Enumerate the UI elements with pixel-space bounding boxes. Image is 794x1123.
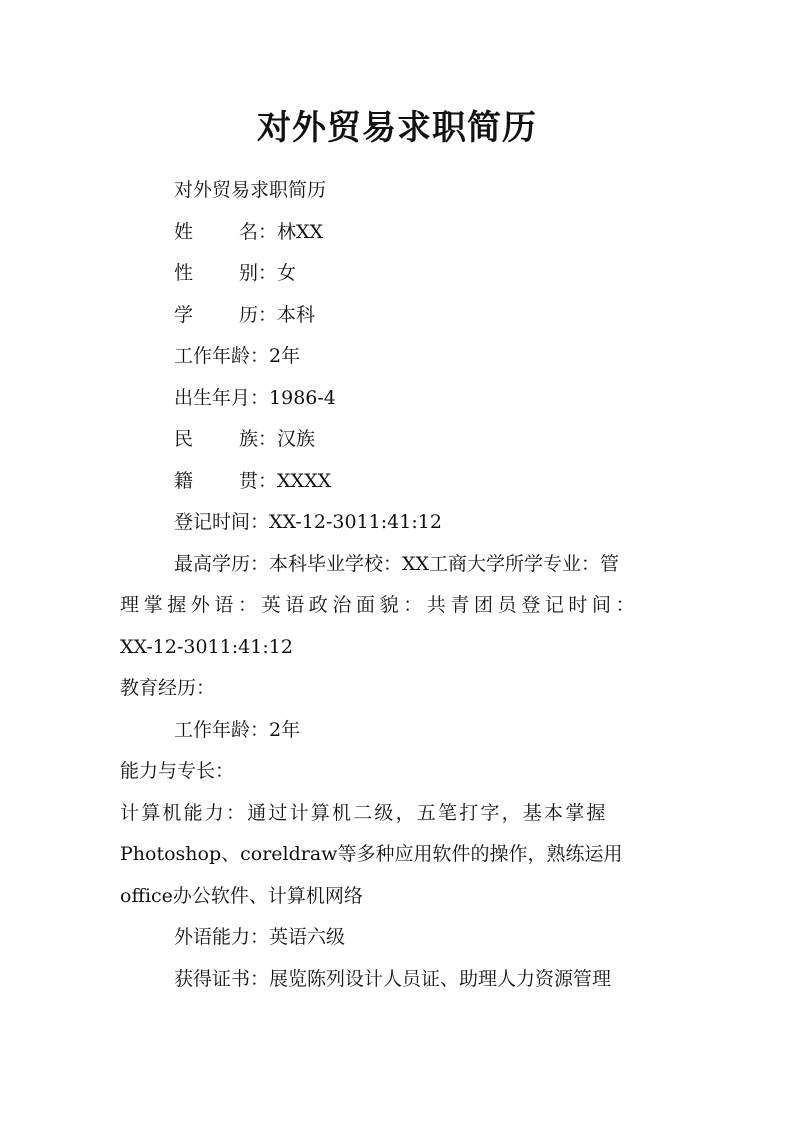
- field-native-place-value: XXXX: [277, 469, 332, 492]
- field-education: 学 历 ：本科: [120, 295, 676, 337]
- field-birth-label: 出生年月：: [174, 386, 270, 409]
- field-work-years-2-label: 工作年龄：: [174, 718, 270, 741]
- field-name: 姓 名 ：林XX: [120, 212, 676, 254]
- field-work-years-2-value: 2年: [269, 718, 301, 741]
- field-work-years-2: [120, 710, 676, 752]
- computer-paragraph-line-3: office办公软件、计算机网络: [120, 884, 363, 907]
- subtitle-line: [120, 170, 676, 212]
- education-paragraph-line-2-text: 理掌握外语：英语政治面貌：共青团员登记时间：: [120, 594, 640, 616]
- field-gender: 性 别 ：女: [120, 253, 676, 295]
- field-birth: [120, 378, 676, 420]
- field-language-label: 外语能力：: [174, 926, 270, 948]
- computer-paragraph-line-1-text: 计算机能力：通过计算机二级，五笔打字，基本掌握: [120, 801, 608, 824]
- education-paragraph-line-2: [120, 585, 676, 627]
- field-language: [120, 917, 676, 959]
- field-certificates: [120, 959, 676, 1001]
- computer-paragraph-line-1: [120, 793, 676, 835]
- field-name-value: 林XX: [277, 220, 324, 243]
- field-certificates-value: 展览陈列设计人员证、助理人力资源管理: [269, 967, 612, 990]
- document-body: [120, 170, 676, 1000]
- field-native-place: 籍 贯 ：XXXX: [120, 461, 676, 503]
- subtitle: 对外贸易求职简历: [174, 179, 327, 201]
- field-native-place-label: 籍 贯: [174, 469, 258, 492]
- education-paragraph-line-3: XX-12-3011:41:12: [120, 635, 293, 658]
- field-name-label: 姓 名: [174, 220, 258, 243]
- education-heading: 教育经历：: [120, 677, 216, 699]
- computer-paragraph-line-2: Photoshop、coreldraw等多种应用软件的操作，熟练运用: [120, 843, 623, 865]
- field-ethnicity-label: 民 族: [174, 428, 258, 450]
- field-gender-value: 女: [277, 262, 297, 284]
- field-gender-label: 性 别: [174, 262, 258, 284]
- skills-heading: 能力与专长：: [120, 760, 235, 782]
- field-register-time: [120, 502, 676, 544]
- field-ethnicity-value: 汉族: [277, 428, 316, 450]
- field-register-time-value: XX-12-3011:41:12: [269, 511, 442, 533]
- field-work-years-label: 工作年龄：: [174, 345, 270, 367]
- field-language-value: 英语六级: [269, 926, 346, 948]
- field-education-value: 本科: [277, 303, 316, 326]
- field-work-years-value: 2年: [269, 345, 301, 367]
- education-paragraph-line-1: 最高学历：本科毕业学校：XX工商大学所学专业：管: [174, 552, 620, 575]
- document-title: 对外贸易求职简历: [257, 108, 537, 148]
- field-ethnicity: 民 族 ：汉族: [120, 419, 676, 461]
- field-work-years: [120, 336, 676, 378]
- field-certificates-label: 获得证书：: [174, 967, 270, 990]
- field-register-time-label: 登记时间：: [174, 511, 270, 533]
- field-education-label: 学 历: [174, 303, 258, 326]
- field-birth-value: 1986-4: [269, 386, 336, 409]
